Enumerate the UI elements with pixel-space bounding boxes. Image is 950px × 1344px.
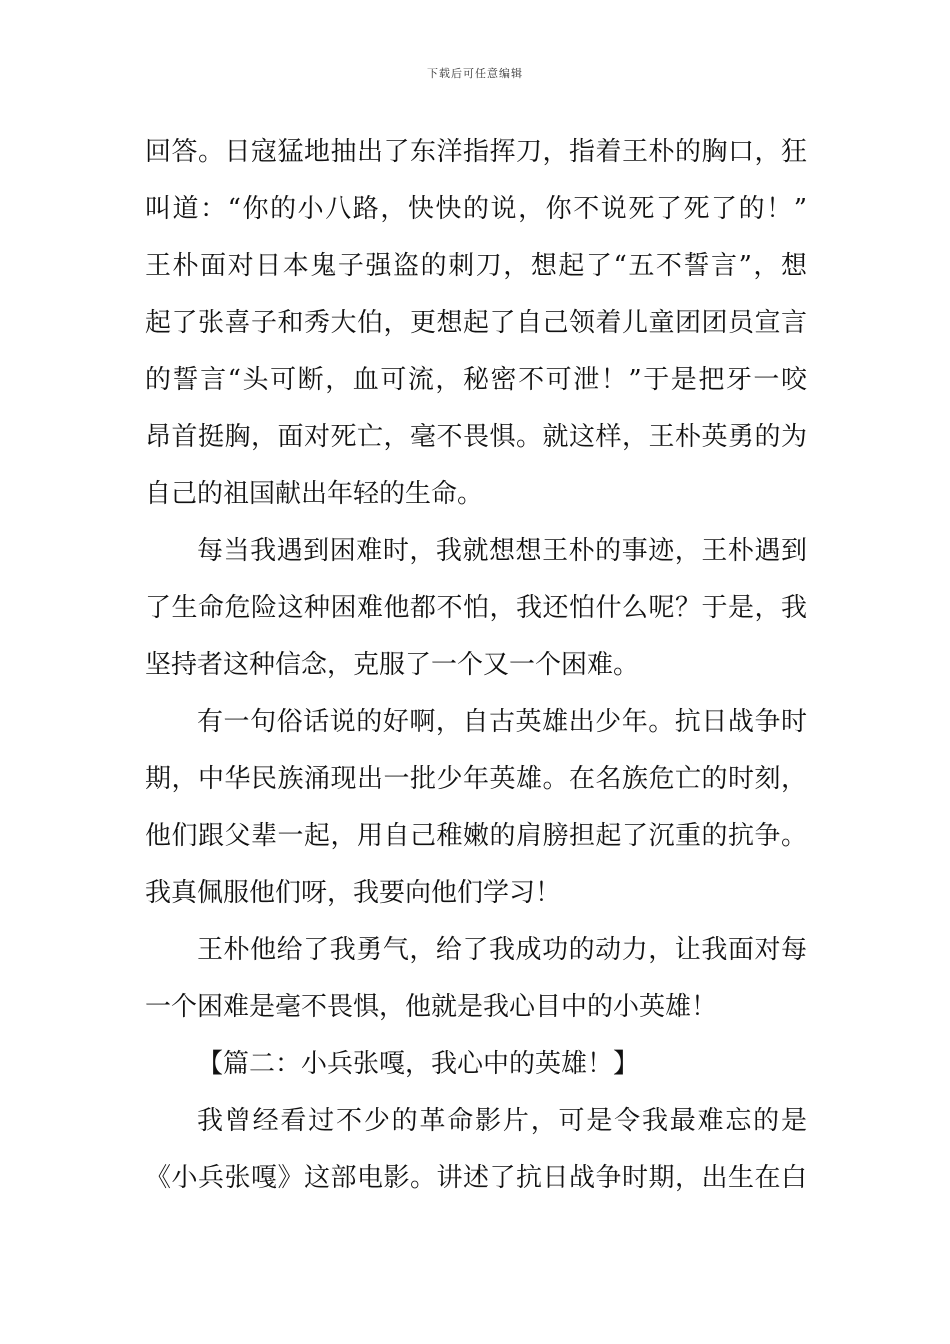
text-line: 的誓言“头可断，血可流，秘密不可泄！”于是把牙一咬 — [145, 365, 807, 395]
paragraph-first-line: 王朴他给了我勇气，给了我成功的动力，让我面对每 — [197, 935, 807, 965]
text-line: 坚持者这种信念，克服了一个又一个困难。 — [145, 650, 640, 680]
text-line: 一个困难是毫不畏惧，他就是我心目中的小英雄！ — [145, 992, 718, 1022]
text-line: 了生命危险这种困难他都不怕，我还怕什么呢？于是，我 — [145, 593, 807, 623]
text-line: 王朴面对日本鬼子强盗的刺刀，想起了“五不誓言”，想 — [145, 251, 807, 281]
text-line: 期，中华民族涌现出一批少年英雄。在名族危亡的时刻， — [145, 764, 807, 794]
page-header: 下载后可任意编辑 — [427, 67, 523, 80]
paragraph-first-line: 有一句俗话说的好啊，自古英雄出少年。抗日战争时 — [197, 707, 807, 737]
paragraph-first-line: 我曾经看过不少的革命影片，可是令我最难忘的是 — [197, 1106, 807, 1136]
text-line: 《小兵张嘎》这部电影。讲述了抗日战争时期，出生在白 — [145, 1163, 807, 1193]
text-line: 回答。日寇猛地抽出了东洋指挥刀，指着王朴的胸口，狂 — [145, 137, 807, 167]
section-heading: 【篇二：小兵张嘎，我心中的英雄！】 — [197, 1049, 640, 1079]
paragraph-first-line: 每当我遇到困难时，我就想想王朴的事迹，王朴遇到 — [197, 536, 807, 566]
text-line: 他们跟父辈一起，用自己稚嫩的肩膀担起了沉重的抗争。 — [145, 821, 807, 851]
text-line: 叫道：“你的小八路，快快的说，你不说死了死了的！” — [145, 194, 807, 224]
text-line: 起了张喜子和秀大伯，更想起了自己领着儿童团团员宣言 — [145, 308, 807, 338]
text-line: 自己的祖国献出年轻的生命。 — [145, 479, 484, 509]
document-body — [145, 124, 807, 1207]
text-line: 我真佩服他们呀，我要向他们学习！ — [145, 878, 562, 908]
text-line: 昂首挺胸，面对死亡，毫不畏惧。就这样，王朴英勇的为 — [145, 422, 807, 452]
